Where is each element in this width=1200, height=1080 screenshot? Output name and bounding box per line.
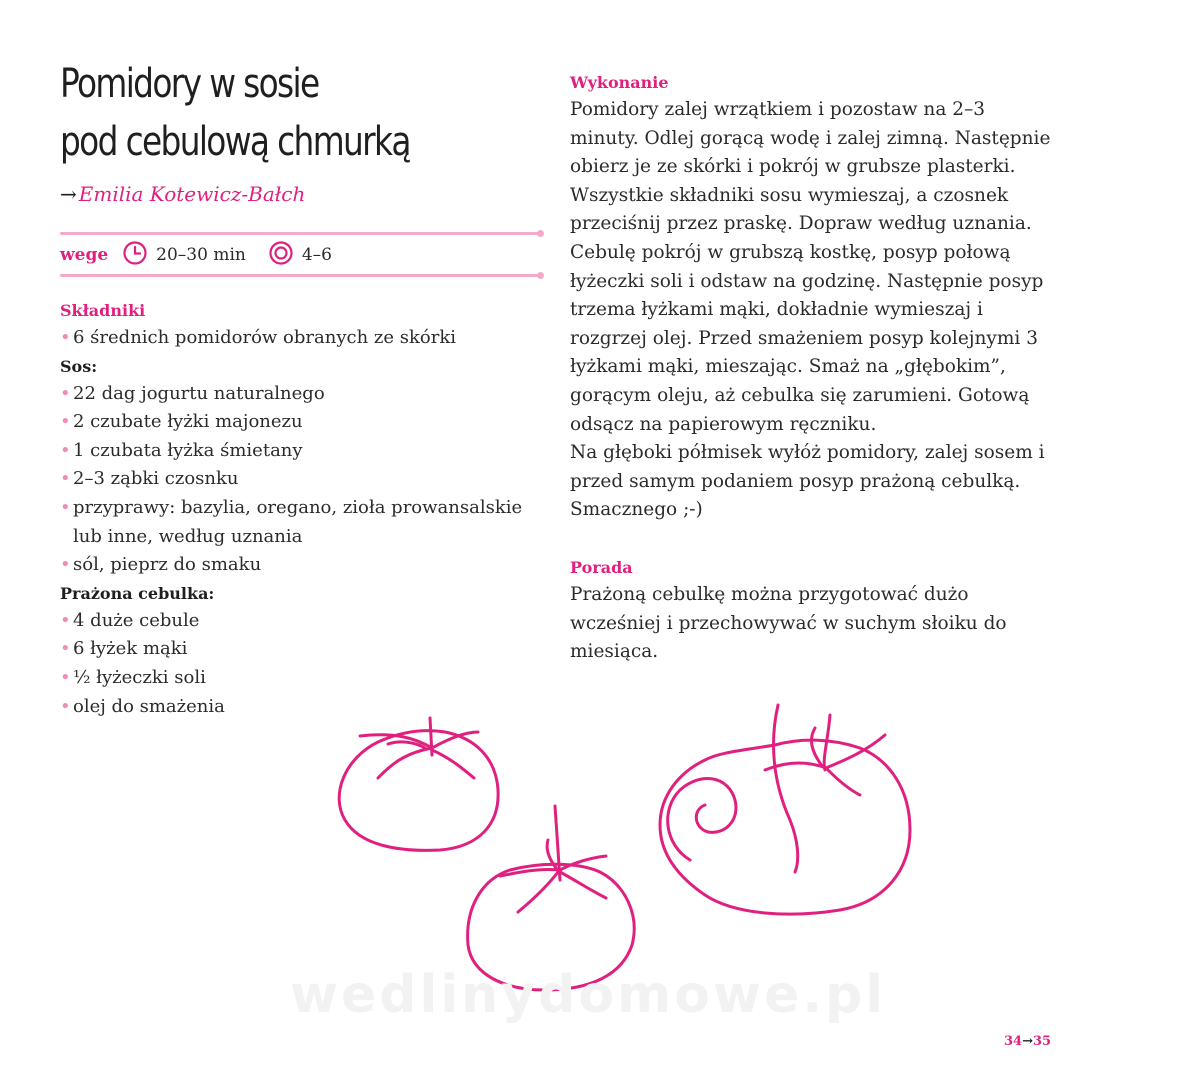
- tomato-drawing: [468, 806, 635, 990]
- method-section: [570, 70, 1055, 667]
- divider-bottom: [60, 274, 542, 277]
- page-number-right: 35: [1033, 1034, 1052, 1049]
- author-arrow: →: [60, 182, 77, 206]
- target-icon: [268, 240, 294, 271]
- title-line: Pomidory w sosie: [60, 61, 319, 107]
- author-name: Emilia Kotewicz-Bałch: [78, 182, 306, 206]
- list-item: • ½ łyżeczki soli: [60, 664, 540, 693]
- prep-time: 20–30 min: [156, 245, 246, 265]
- tomato-drawing: [339, 718, 498, 850]
- list-item: • 2–3 ząbki czosnku: [60, 465, 540, 494]
- recipe-title: [60, 55, 445, 171]
- clock-icon: [122, 240, 148, 271]
- watermark: wedlinydomowe.pl: [290, 965, 887, 1025]
- page-number-left: 34: [1004, 1034, 1023, 1049]
- method-paragraph: Na głęboki półmisek wyłóż pomidory, zalej sosem i przed samym podaniem posyp prażoną cebulką.: [570, 442, 1045, 492]
- list-item: • 4 duże cebule: [60, 607, 540, 636]
- ingredients-heading: Składniki: [60, 301, 146, 320]
- list-item: • 1 czubata łyżka śmietany: [60, 437, 540, 466]
- sauce-heading: Sos:: [60, 356, 98, 376]
- list-item: • sól, pieprz do smaku: [60, 551, 540, 580]
- list-item: • przyprawy: bazylia, oregano, zioła prowansalskie lub inne, według uznania: [60, 494, 540, 551]
- method-paragraph: Wszystkie składniki sosu wymieszaj, a czosnek przeciśnij przez praskę. Dopraw według uznania.: [570, 184, 1032, 235]
- divider-top: [60, 232, 542, 235]
- onion-heading: Prażona cebulka:: [60, 583, 215, 603]
- tip-heading: Porada: [570, 557, 633, 577]
- onion-ingredients-list: [60, 607, 540, 721]
- page-arrow: →: [1022, 1034, 1033, 1049]
- tomato-drawing: [660, 705, 910, 914]
- list-item: • 22 dag jogurtu naturalnego: [60, 380, 540, 409]
- method-paragraph: Smacznego ;-): [570, 499, 703, 521]
- method-paragraph: Pomidory zalej wrzątkiem i pozostaw na 2–3 minuty. Odlej gorącą wodę i zalej zimną. Następnie obierz je ze skórki i pokrój w grubsze plasterki.: [570, 99, 1051, 178]
- list-item: • 2 czubate łyżki majonezu: [60, 408, 540, 437]
- main-ingredients-list: [60, 324, 540, 353]
- servings: 4–6: [301, 245, 332, 265]
- recipe-meta: [60, 240, 354, 270]
- author-line: [60, 182, 305, 206]
- title-line: pod cebulową chmurką: [60, 119, 410, 165]
- method-paragraph: Cebulę pokrój w grubszą kostkę, posyp połową łyżeczki soli i odstaw na godzinę. Następnie posyp trzema łyżkami mąki, dokładnie wymieszaj i rozgrzej olej. Przed smażeniem posyp kolejnymi 3 łyżkami mąki, mieszając. Smaż na „głębokim”, gorącym oleju, aż cebulka się zarumieni. Gotową odsącz na papierowym ręczniku.: [570, 241, 1044, 435]
- sauce-ingredients-list: [60, 380, 540, 580]
- page-numbers: [1004, 1034, 1051, 1049]
- list-item: • 6 średnich pomidorów obranych ze skórki: [60, 324, 540, 353]
- list-item: • 6 łyżek mąki: [60, 635, 540, 664]
- method-heading: Wykonanie: [570, 73, 669, 92]
- ingredients-section: [60, 298, 540, 721]
- tip-text: Prażoną cebulkę można przygotować dużo wcześniej i przechowywać w suchym słoiku do miesiąca.: [570, 583, 1007, 663]
- diet-tag: wege: [60, 245, 109, 265]
- list-item: • olej do smażenia: [60, 693, 540, 722]
